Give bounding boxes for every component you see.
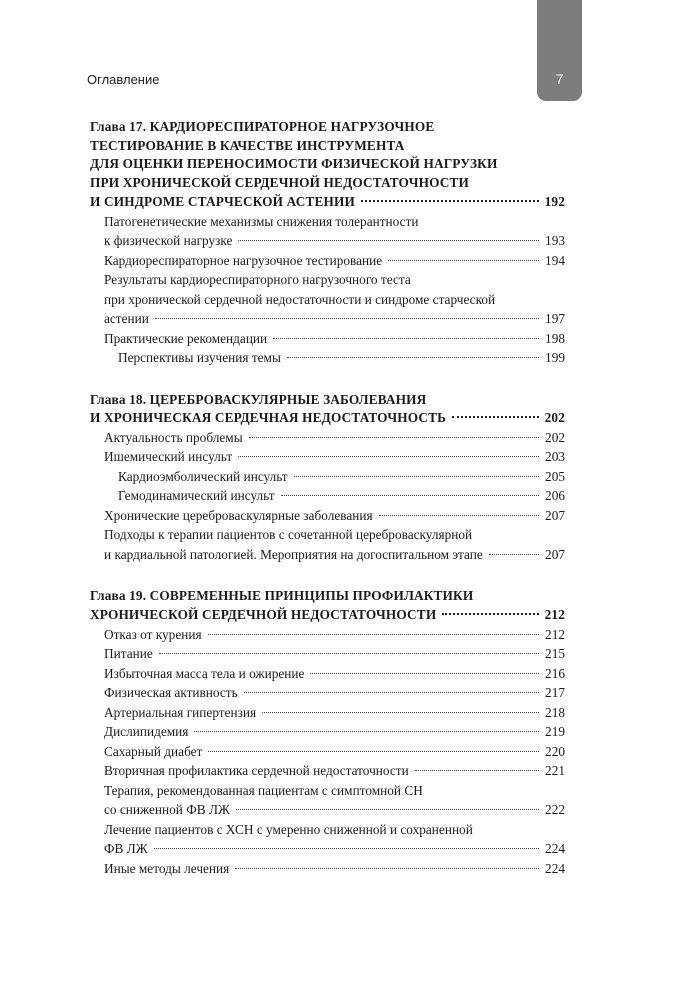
toc-chapter-entry[interactable] xyxy=(90,118,565,212)
toc-page-number: 219 xyxy=(545,724,565,740)
toc-page-number: 192 xyxy=(544,193,565,209)
dot-leader xyxy=(208,634,539,635)
section-gap xyxy=(90,368,565,391)
toc-entry-title-line: астении xyxy=(104,311,149,327)
dot-leader xyxy=(442,613,539,615)
dot-leader xyxy=(155,318,539,319)
toc-entry-title-line: Иные методы лечения xyxy=(104,860,230,876)
toc-page-number: 202 xyxy=(544,410,565,426)
toc-entry[interactable] xyxy=(90,644,565,664)
dot-leader xyxy=(388,260,539,261)
toc-page-number: 193 xyxy=(545,233,565,249)
toc-entry-title-line: ПРИ ХРОНИЧЕСКОЙ СЕРДЕЧНОЙ НЕДОСТАТОЧНОСТИ xyxy=(90,175,470,191)
toc-entry[interactable] xyxy=(90,428,565,448)
toc-entry-title-line: ДЛЯ ОЦЕНКИ ПЕРЕНОСИМОСТИ ФИЗИЧЕСКОЙ НАГРУЗКИ xyxy=(90,156,498,172)
toc-entry[interactable] xyxy=(90,664,565,684)
dot-leader xyxy=(238,240,539,241)
toc-entry-title-line: Лечение пациентов с ХСН с умеренно сниженной и сохраненной xyxy=(104,821,473,837)
toc-entry[interactable] xyxy=(90,722,565,742)
toc-entry[interactable] xyxy=(90,270,565,329)
toc-page-number: 212 xyxy=(544,607,565,623)
toc-page-number: 224 xyxy=(545,841,565,857)
dot-leader xyxy=(452,416,539,418)
toc-entry-title-line: Физическая активность xyxy=(104,685,238,701)
dot-leader xyxy=(273,338,539,339)
toc-entry-title-line: Вторичная профилактика сердечной недостаточности xyxy=(104,763,409,779)
toc-page-number: 207 xyxy=(545,507,565,523)
toc-entry[interactable] xyxy=(90,625,565,645)
toc-page-number: 194 xyxy=(545,252,565,268)
toc-entry[interactable] xyxy=(90,820,565,859)
toc-entry-title-line: Хронические цереброваскулярные заболевания xyxy=(104,507,373,523)
dot-leader xyxy=(236,809,539,810)
dot-leader xyxy=(244,692,539,693)
toc-entry-title-line: Гемодинамический инсульт xyxy=(118,488,275,504)
toc-page-number: 199 xyxy=(545,350,565,366)
running-header: Оглавление xyxy=(87,72,160,87)
toc-entry-title-line: И СИНДРОМЕ СТАРЧЕСКОЙ АСТЕНИИ xyxy=(90,193,355,209)
toc-entry[interactable] xyxy=(90,212,565,251)
toc-chapter-entry[interactable] xyxy=(90,587,565,624)
toc-entry-title-line: Отказ от курения xyxy=(104,626,202,642)
toc-page-number: 203 xyxy=(545,449,565,465)
toc-entry-title-line: Актуальность проблемы xyxy=(104,429,243,445)
dot-leader xyxy=(154,848,539,849)
dot-leader xyxy=(249,437,539,438)
table-of-contents xyxy=(90,118,565,878)
toc-entry-title-line: Глава 17. КАРДИОРЕСПИРАТОРНОЕ НАГРУЗОЧНОЕ xyxy=(90,119,435,134)
toc-entry-title-line: ТЕСТИРОВАНИЕ В КАЧЕСТВЕ ИНСТРУМЕНТА xyxy=(90,137,405,153)
dot-leader xyxy=(194,731,539,732)
toc-entry-title-line: И ХРОНИЧЕСКАЯ СЕРДЕЧНАЯ НЕДОСТАТОЧНОСТЬ xyxy=(90,410,447,426)
dot-leader xyxy=(208,751,539,752)
toc-entry[interactable] xyxy=(90,742,565,762)
toc-entry[interactable] xyxy=(90,761,565,781)
toc-entry-title-line: Глава 18. ЦЕРЕБРОВАСКУЛЯРНЫЕ ЗАБОЛЕВАНИЯ xyxy=(90,391,427,407)
toc-entry-title-line: Артериальная гипертензия xyxy=(104,704,257,720)
toc-entry[interactable] xyxy=(90,486,565,506)
toc-page-number: 215 xyxy=(545,646,565,662)
toc-entry-title-line: Избыточная масса тела и ожирение xyxy=(104,665,305,681)
toc-entry-title-line: Перспективы изучения темы xyxy=(118,350,281,366)
toc-entry[interactable] xyxy=(90,447,565,467)
dot-leader xyxy=(159,653,539,654)
toc-entry[interactable] xyxy=(90,467,565,487)
dot-leader xyxy=(310,673,539,674)
toc-entry-title-line: Глава 19. СОВРЕМЕННЫЕ ПРИНЦИПЫ ПРОФИЛАКТИКИ xyxy=(90,588,474,604)
toc-entry-title-line: Сахарный диабет xyxy=(104,743,203,759)
toc-entry-title-line: Терапия, рекомендованная пациентам с симптомной СН xyxy=(104,782,423,798)
toc-entry-title-line: Кардиореспираторное нагрузочное тестирование xyxy=(104,252,383,268)
toc-page-number: 221 xyxy=(545,763,565,779)
toc-page-number: 197 xyxy=(545,311,565,327)
toc-page-number: 207 xyxy=(545,546,565,562)
toc-entry-title-line: Практические рекомендации xyxy=(104,330,268,346)
dot-leader xyxy=(235,868,539,869)
dot-leader xyxy=(287,357,539,358)
toc-page-number: 222 xyxy=(545,802,565,818)
toc-entry-title-line: Патогенетические механизмы снижения толерантности xyxy=(104,213,419,229)
toc-page-number: 198 xyxy=(545,330,565,346)
toc-page-number: 224 xyxy=(545,860,565,876)
toc-entry[interactable] xyxy=(90,683,565,703)
toc-entry-title-line: ФВ ЛЖ xyxy=(104,841,148,857)
toc-entry-title-line: Дислипидемия xyxy=(104,724,189,740)
dot-leader xyxy=(281,495,539,496)
toc-page-number: 218 xyxy=(545,704,565,720)
toc-entry-title-line: Ишемический инсульт xyxy=(104,449,233,465)
toc-entry[interactable] xyxy=(90,525,565,564)
dot-leader xyxy=(379,515,539,516)
toc-page-number: 205 xyxy=(545,468,565,484)
page-number-tab xyxy=(537,0,582,101)
section-gap xyxy=(90,564,565,587)
dot-leader xyxy=(262,712,539,713)
toc-page-number: 216 xyxy=(545,665,565,681)
toc-entry[interactable] xyxy=(90,703,565,723)
dot-leader xyxy=(489,554,539,555)
toc-entry[interactable] xyxy=(90,251,565,271)
toc-entry-title-line: Кардиоэмболический инсульт xyxy=(118,468,288,484)
toc-entry[interactable] xyxy=(90,781,565,820)
toc-chapter-entry[interactable] xyxy=(90,391,565,428)
dot-leader xyxy=(238,456,539,457)
toc-entry[interactable] xyxy=(90,859,565,879)
toc-entry-title-line: ХРОНИЧЕСКОЙ СЕРДЕЧНОЙ НЕДОСТАТОЧНОСТИ xyxy=(90,607,437,623)
dot-leader xyxy=(415,770,539,771)
toc-entry-title-line: Результаты кардиореспираторного нагрузочного теста xyxy=(104,272,411,288)
toc-entry-title-line: Питание xyxy=(104,646,153,662)
toc-entry[interactable] xyxy=(90,329,565,349)
toc-page-number: 212 xyxy=(545,626,565,642)
toc-page-number: 206 xyxy=(545,488,565,504)
toc-page-number: 217 xyxy=(545,685,565,701)
dot-leader xyxy=(361,200,539,202)
toc-page-number: 220 xyxy=(545,743,565,759)
toc-entry-title-line: к физической нагрузке xyxy=(104,233,233,249)
page-number: 7 xyxy=(555,71,564,87)
toc-entry[interactable] xyxy=(90,506,565,526)
toc-entry-title-line: со сниженной ФВ ЛЖ xyxy=(104,802,230,818)
toc-entry[interactable] xyxy=(90,348,565,368)
dot-leader xyxy=(294,476,539,477)
toc-page-number: 202 xyxy=(545,429,565,445)
toc-entry-title-line: Подходы к терапии пациентов с сочетанной цереброваскулярной xyxy=(104,527,473,543)
toc-entry-title-line: при хронической сердечной недостаточности и синдроме старческой xyxy=(104,291,496,307)
toc-entry-title-line: и кардиальной патологией. Мероприятия на догоспитальном этапе xyxy=(104,546,483,562)
